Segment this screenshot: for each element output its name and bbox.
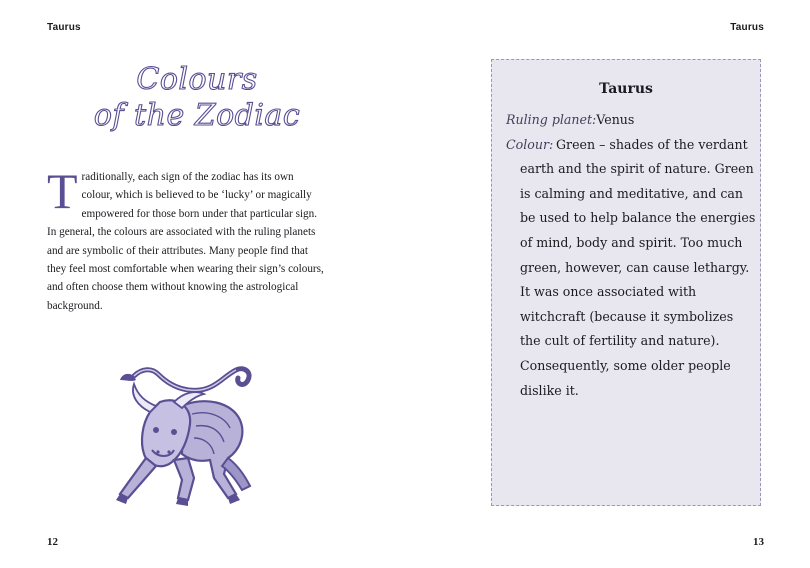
colour-label: Colour: [506, 136, 554, 152]
colour-history [506, 280, 756, 403]
title-line-2: of the Zodiac [93, 98, 301, 133]
running-head-right: Taurus [730, 22, 764, 33]
box-body [506, 108, 756, 403]
page-number-left: 12 [47, 536, 58, 548]
bull-illustration [112, 362, 262, 510]
ruling-planet-label: Ruling planet: [506, 112, 597, 127]
ruling-planet-value: Venus [596, 112, 635, 127]
ruling-planet-line [506, 108, 756, 133]
taurus-info-box [491, 59, 761, 506]
intro-text: raditionally, each sign of the zodiac has its own colour, which is believed to be ‘lucky’ or magically empowered for those born under that particular sign. In general, the colours are associated with the ruling planets and are symbolic of their attributes. Many people find that they feel most comfortable when wearing their sign’s colours, and often choose them without knowing the astrological background. [47, 171, 324, 312]
box-title: Taurus [599, 81, 653, 97]
running-head-left: Taurus [47, 22, 81, 33]
page-number-right: 13 [753, 536, 764, 548]
page-title [82, 62, 312, 134]
intro-paragraph [47, 163, 325, 315]
drop-cap: T [47, 163, 78, 219]
colour-text-2: It was once associated with witchcraft (because it symbolizes the cult of fertility and nature). Consequently, some older people dislike it. [520, 284, 734, 398]
colour-text-1: Green – shades of the verdant earth and the spirit of nature. Green is calming and meditative, and can be used to help balance the energies of mind, body and spirit. Too much green, however, can cause lethargy. [520, 136, 756, 275]
title-line-1: Colours [136, 62, 258, 97]
